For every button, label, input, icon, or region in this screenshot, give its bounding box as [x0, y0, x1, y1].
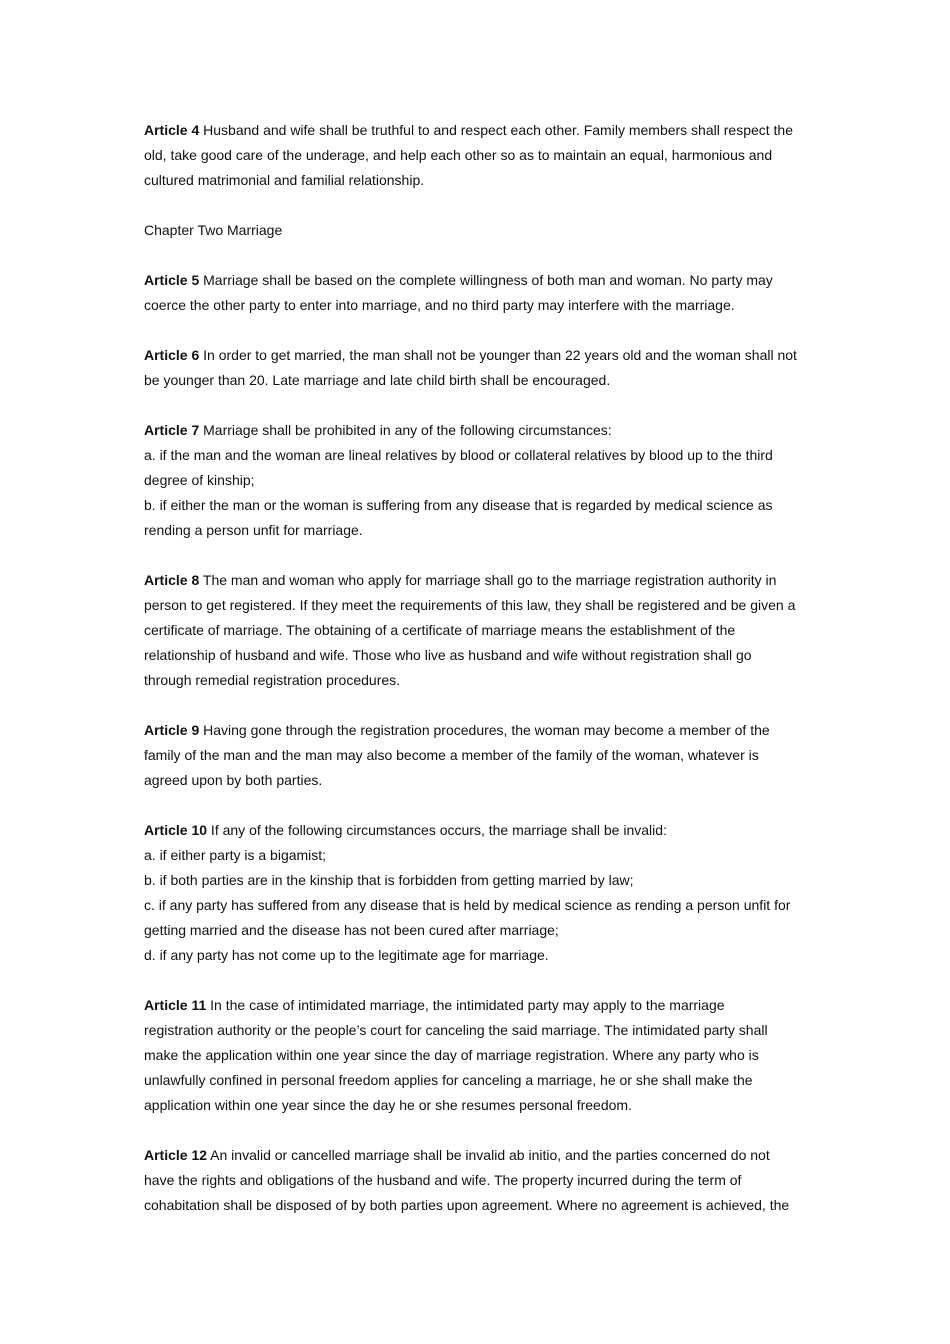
- article-9-line-3: agreed upon by both parties.: [144, 772, 323, 788]
- article-4-label: Article 4: [144, 122, 200, 138]
- article-10-text-1: If any of the following circumstances occurs, the marriage shall be invalid:: [207, 822, 667, 838]
- article-10-paragraph: [144, 818, 812, 968]
- article-8-line-3: certificate of marriage. The obtaining of a certificate of marriage means the establishment of the: [144, 622, 736, 638]
- article-9-label: Article 9: [144, 722, 200, 738]
- article-6-text-1: In order to get married, the man shall not be younger than 22 years old and the woman shall not: [199, 347, 797, 363]
- article-9-line-1: [144, 718, 812, 743]
- article-12-text-1: An invalid or cancelled marriage shall be invalid ab initio, and the parties concerned do not: [207, 1147, 770, 1163]
- article-10-line-5: getting married and the disease has not been cured after marriage;: [144, 922, 559, 938]
- article-11-line-5: application within one year since the day he or she resumes personal freedom.: [144, 1097, 632, 1113]
- article-10-label: Article 10: [144, 822, 208, 838]
- article-11-text-1: In the case of intimidated marriage, the intimidated party may apply to the marriage: [206, 997, 725, 1013]
- article-10-line-4: c. if any party has suffered from any disease that is held by medical science as rending a person unfit for: [144, 897, 791, 913]
- article-10-line-1: [144, 818, 812, 843]
- article-9-line-2: family of the man and the man may also become a member of the family of the woman, whatever is: [144, 747, 759, 763]
- article-12-line-2: have the rights and obligations of the husband and wife. The property incurred during the term of: [144, 1172, 742, 1188]
- article-8-line-2: person to get registered. If they meet the requirements of this law, they shall be registered and be given a: [144, 597, 796, 613]
- article-9-paragraph: [144, 718, 812, 793]
- article-10-line-2: a. if either party is a bigamist;: [144, 847, 327, 863]
- article-4-text-1: Husband and wife shall be truthful to and respect each other. Family members shall respect the: [199, 122, 794, 138]
- article-4-line-2: old, take good care of the underage, and help each other so as to maintain an equal, harmonious and: [144, 147, 773, 163]
- article-12-paragraph: [144, 1143, 812, 1218]
- article-11-line-2: registration authority or the people’s court for canceling the said marriage. The intimidated party shall: [144, 1022, 768, 1038]
- article-7-label: Article 7: [144, 422, 200, 438]
- article-6-label: Article 6: [144, 347, 200, 363]
- article-10-line-6: d. if any party has not come up to the legitimate age for marriage.: [144, 947, 549, 963]
- article-11-line-3: make the application within one year since the day of marriage registration. Where any party who is: [144, 1047, 759, 1063]
- article-8-line-5: through remedial registration procedures.: [144, 672, 401, 688]
- article-5-text-1: Marriage shall be based on the complete willingness of both man and woman. No party may: [199, 272, 773, 288]
- article-7-line-1: [144, 418, 812, 443]
- article-5-line-2: coerce the other party to enter into marriage, and no third party may interfere with the marriage.: [144, 297, 735, 313]
- article-12-line-3: cohabitation shall be disposed of by both parties upon agreement. Where no agreement is achieved, the: [144, 1197, 790, 1213]
- article-8-line-4: relationship of husband and wife. Those who live as husband and wife without registration shall go: [144, 647, 752, 663]
- article-7-line-4: b. if either the man or the woman is suffering from any disease that is regarded by medical science as: [144, 497, 773, 513]
- article-11-label: Article 11: [144, 997, 207, 1013]
- article-4-paragraph: [144, 118, 812, 193]
- article-7-line-3: degree of kinship;: [144, 472, 255, 488]
- article-7-line-2: a. if the man and the woman are lineal relatives by blood or collateral relatives by blood up to the third: [144, 447, 773, 463]
- article-8-label: Article 8: [144, 572, 200, 588]
- article-6-line-1: [144, 343, 812, 368]
- article-6-line-2: be younger than 20. Late marriage and late child birth shall be encouraged.: [144, 372, 611, 388]
- chapter-heading: Chapter Two Marriage: [144, 222, 283, 238]
- article-10-line-3: b. if both parties are in the kinship that is forbidden from getting married by law;: [144, 872, 634, 888]
- article-8-text-1: The man and woman who apply for marriage shall go to the marriage registration authority in: [199, 572, 777, 588]
- article-5-label: Article 5: [144, 272, 200, 288]
- article-12-label: Article 12: [144, 1147, 208, 1163]
- article-8-line-1: [144, 568, 812, 593]
- article-6-paragraph: [144, 343, 812, 393]
- article-7-text-1: Marriage shall be prohibited in any of the following circumstances:: [199, 422, 612, 438]
- article-11-line-1: [144, 993, 812, 1018]
- article-8-paragraph: [144, 568, 812, 693]
- article-7-line-5: rending a person unfit for marriage.: [144, 522, 363, 538]
- document-page: [144, 118, 812, 1243]
- article-4-line-1: [144, 118, 812, 143]
- article-11-line-4: unlawfully confined in personal freedom applies for canceling a marriage, he or she shall make the: [144, 1072, 753, 1088]
- article-5-line-1: [144, 268, 812, 293]
- article-12-line-1: [144, 1143, 812, 1168]
- article-11-paragraph: [144, 993, 812, 1118]
- article-7-paragraph: [144, 418, 812, 543]
- article-9-text-1: Having gone through the registration procedures, the woman may become a member of the: [199, 722, 770, 738]
- article-4-line-3: cultured matrimonial and familial relationship.: [144, 172, 425, 188]
- article-5-paragraph: [144, 268, 812, 318]
